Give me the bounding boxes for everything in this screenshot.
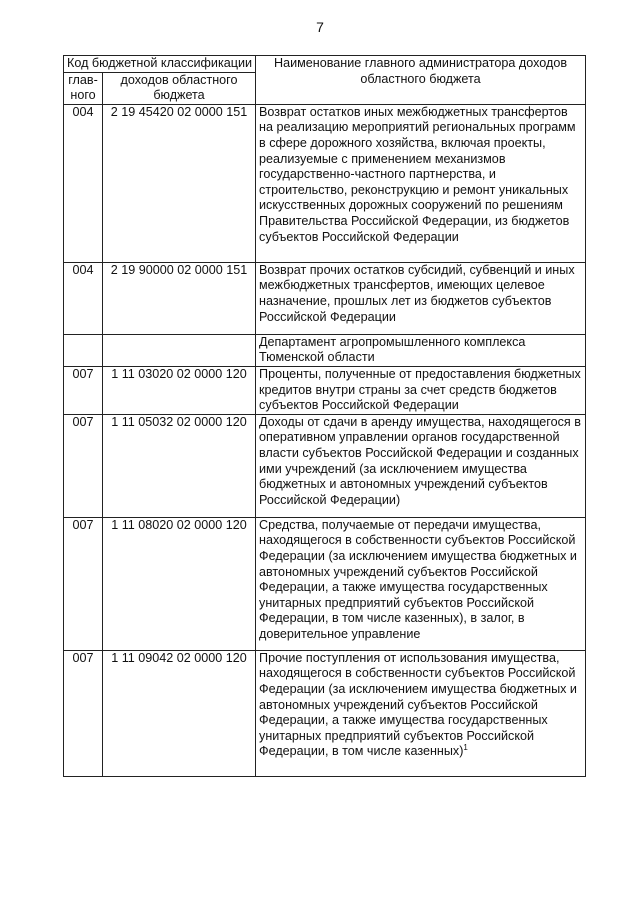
admin-name-cell: Проценты, полученные от предоставления бюджетных кредитов внутри страны за счет средств бюджетов субъектов Российской Федерации (256, 366, 586, 414)
footnote-marker: 1 (463, 743, 468, 753)
admin-name-cell: Возврат остатков иных межбюджетных трансфертов на реализацию мероприятий региональных программ в сфере дорожного хозяйства, включая проекты, реализуемые с применением механизмов государственно-частного партнерства, и строительство, реконструкцию и ремонт уникальных искусственных дорожных сооружений по решениям Правительства Российской Федерации, из бюджетов субъектов Российской Федерации (256, 104, 586, 262)
admin-code-cell: 004 (64, 104, 103, 262)
header-admin-name: Наименование главного администратора доходов областного бюджета (256, 56, 586, 105)
budget-classification-table (63, 55, 586, 777)
table-row-department (64, 334, 586, 366)
income-code-cell (103, 334, 256, 366)
income-code-cell: 1 11 05032 02 0000 120 (103, 414, 256, 517)
header-admin-code (64, 72, 103, 104)
admin-code-cell: 007 (64, 650, 103, 776)
income-code-cell: 1 11 03020 02 0000 120 (103, 366, 256, 414)
header-classification-group: Код бюджетной классификации (64, 56, 256, 73)
admin-code-cell: 004 (64, 262, 103, 334)
table-row (64, 517, 586, 650)
table-row (64, 262, 586, 334)
admin-code-cell: 007 (64, 517, 103, 650)
table-row (64, 366, 586, 414)
income-code-cell: 2 19 90000 02 0000 151 (103, 262, 256, 334)
admin-name-cell: Средства, получаемые от передачи имущества, находящегося в собственности субъектов Российской Федерации (за исключением имущества бюджетных и автономных учреждений субъектов Российской Федерации, а также имущества государственных унитарных предприятий субъектов Российской Федерации, в том числе казенных), в залог, в доверительное управление (256, 517, 586, 650)
admin-name-text: Прочие поступления от использования имущества, находящегося в собственности субъектов Российской Федерации (за исключением имущества бюджетных и автономных учреждений субъектов Российской Федерации, а также имущества государственных унитарных предприятий субъектов Российской Федерации, в том числе казенных) (259, 650, 577, 759)
admin-name-cell: Возврат прочих остатков субсидий, субвенций и иных межбюджетных трансфертов, имеющих целевое назначение, прошлых лет из бюджетов субъектов Российской Федерации (256, 262, 586, 334)
admin-code-cell (64, 334, 103, 366)
income-code-cell: 1 11 08020 02 0000 120 (103, 517, 256, 650)
admin-code-cell: 007 (64, 414, 103, 517)
admin-code-cell: 007 (64, 366, 103, 414)
department-name-cell: Департамент агропромышленного комплекса Тюменской области (256, 334, 586, 366)
admin-name-cell (256, 650, 586, 776)
header-admin-code-text: глав- ного (68, 72, 98, 103)
income-code-cell: 1 11 09042 02 0000 120 (103, 650, 256, 776)
income-code-cell: 2 19 45420 02 0000 151 (103, 104, 256, 262)
page-number: 7 (316, 19, 324, 35)
admin-name-cell: Доходы от сдачи в аренду имущества, находящегося в оперативном управлении органов государственной власти субъектов Российской Федерации и созданных ими учреждений (за исключением имущества бюджетных и автономных учреждений субъектов Российской Федерации) (256, 414, 586, 517)
table-row (64, 104, 586, 262)
header-income-code: доходов областного бюджета (103, 72, 256, 104)
table-row (64, 414, 586, 517)
table-row (64, 650, 586, 776)
